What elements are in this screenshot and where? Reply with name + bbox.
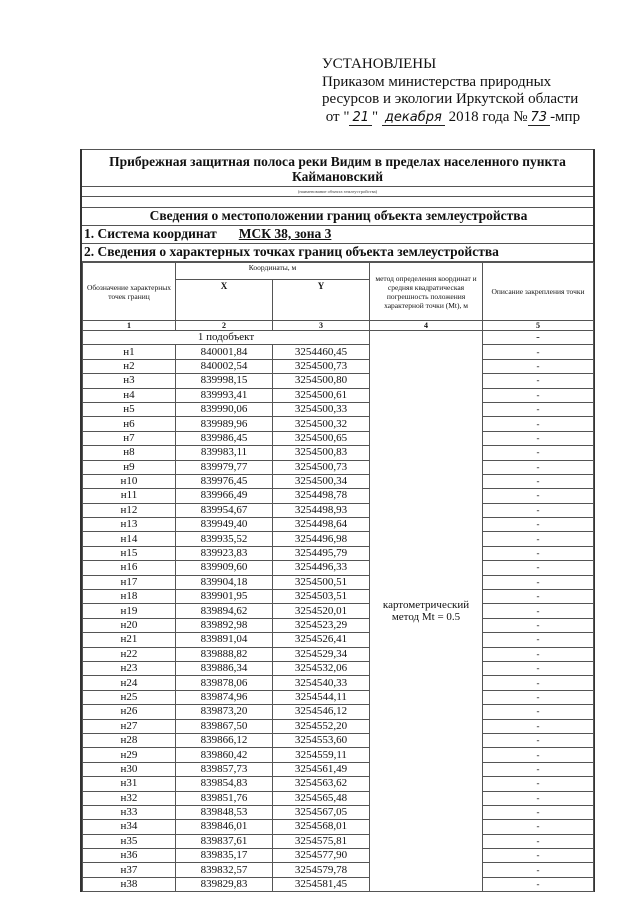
table-row: [83, 575, 594, 589]
x-coordinate-cell: 839854,83: [176, 777, 273, 791]
x-coordinate-cell: 839904,18: [176, 575, 273, 589]
fixation-cell: -: [483, 489, 594, 503]
x-coordinate-cell: 839986,45: [176, 431, 273, 445]
y-coordinate-cell: 3254553,60: [273, 733, 370, 747]
x-coordinate-cell: 839954,67: [176, 503, 273, 517]
y-coordinate-cell: 3254500,32: [273, 417, 370, 431]
y-coordinate-cell: 3254495,79: [273, 546, 370, 560]
y-coordinate-cell: 3254498,78: [273, 489, 370, 503]
fixation-cell: -: [483, 647, 594, 661]
y-coordinate-cell: 3254567,05: [273, 805, 370, 819]
x-coordinate-cell: 839998,15: [176, 374, 273, 388]
method-cell: картометрический метод Mt = 0.5: [370, 331, 483, 892]
y-coordinate-cell: 3254460,45: [273, 345, 370, 359]
point-cell: н35: [83, 834, 176, 848]
x-coordinate-cell: 839886,34: [176, 661, 273, 675]
y-coordinate-cell: 3254500,73: [273, 460, 370, 474]
header-coordinates: Координаты, м: [176, 263, 370, 280]
x-coordinate-cell: 839866,12: [176, 733, 273, 747]
table-row: [83, 374, 594, 388]
point-cell: н32: [83, 791, 176, 805]
x-coordinate-cell: 839878,06: [176, 676, 273, 690]
x-coordinate-cell: 840001,84: [176, 345, 273, 359]
y-coordinate-cell: 3254579,78: [273, 863, 370, 877]
y-coordinate-cell: 3254575,81: [273, 834, 370, 848]
fixation-cell: -: [483, 331, 594, 345]
coordinate-system-value: МСК 38, зона 3: [238, 226, 332, 241]
table-row: [83, 474, 594, 488]
y-coordinate-cell: 3254496,98: [273, 532, 370, 546]
fixation-cell: -: [483, 417, 594, 431]
fixation-cell: -: [483, 518, 594, 532]
y-coordinate-cell: 3254500,83: [273, 446, 370, 460]
y-coordinate-cell: 3254561,49: [273, 762, 370, 776]
header-method: метод определения координат и средняя квадратическая погрешность положения характерной точки (Mt), м: [370, 263, 483, 321]
fixation-cell: -: [483, 474, 594, 488]
x-coordinate-cell: 839993,41: [176, 388, 273, 402]
header-y: Y: [273, 280, 370, 321]
fixation-cell: -: [483, 748, 594, 762]
header-fixation: Описание закрепления точки: [483, 263, 594, 321]
x-coordinate-cell: 839966,49: [176, 489, 273, 503]
point-cell: н29: [83, 748, 176, 762]
point-cell: н31: [83, 777, 176, 791]
x-coordinate-cell: 839846,01: [176, 820, 273, 834]
approval-stamp: [322, 56, 580, 126]
point-cell: н16: [83, 561, 176, 575]
point-cell: н28: [83, 733, 176, 747]
fixation-cell: -: [483, 590, 594, 604]
x-coordinate-cell: 839873,20: [176, 705, 273, 719]
y-coordinate-cell: 3254500,51: [273, 575, 370, 589]
x-coordinate-cell: 839851,76: [176, 791, 273, 805]
fixation-cell: -: [483, 805, 594, 819]
point-cell: н22: [83, 647, 176, 661]
table-row: [83, 676, 594, 690]
y-coordinate-cell: 3254500,33: [273, 402, 370, 416]
point-cell: н13: [83, 518, 176, 532]
y-coordinate-cell: 3254520,01: [273, 604, 370, 618]
fixation-cell: -: [483, 561, 594, 575]
table-row: [83, 618, 594, 632]
column-number: 2: [176, 321, 273, 331]
fixation-cell: -: [483, 388, 594, 402]
fixation-cell: -: [483, 849, 594, 863]
table-row: [83, 446, 594, 460]
x-coordinate-cell: 839832,57: [176, 863, 273, 877]
table-row: [83, 777, 594, 791]
x-coordinate-cell: 839888,82: [176, 647, 273, 661]
handwritten-day: 21: [349, 110, 372, 126]
y-coordinate-cell: 3254552,20: [273, 719, 370, 733]
x-coordinate-cell: 839949,40: [176, 518, 273, 532]
fixation-cell: -: [483, 820, 594, 834]
point-cell: н10: [83, 474, 176, 488]
column-numbers-row: [83, 321, 594, 331]
x-coordinate-cell: 839901,95: [176, 590, 273, 604]
y-coordinate-cell: 3254577,90: [273, 849, 370, 863]
table-row: [83, 863, 594, 877]
object-title: Прибрежная защитная полоса реки Видим в пределах населенного пункта Каймановский: [82, 149, 593, 187]
fixation-cell: -: [483, 345, 594, 359]
points-section-heading: 2. Сведения о характерных точках границ объекта землеустройства: [82, 244, 593, 262]
point-cell: н2: [83, 359, 176, 373]
y-coordinate-cell: 3254544,11: [273, 690, 370, 704]
point-cell: н18: [83, 590, 176, 604]
point-cell: н11: [83, 489, 176, 503]
table-row: [83, 647, 594, 661]
y-coordinate-cell: 3254503,51: [273, 590, 370, 604]
point-cell: н8: [83, 446, 176, 460]
point-cell: н4: [83, 388, 176, 402]
y-coordinate-cell: 3254498,93: [273, 503, 370, 517]
point-cell: н15: [83, 546, 176, 560]
column-number: 1: [83, 321, 176, 331]
point-cell: н36: [83, 849, 176, 863]
approval-date-line: от " 21 " декабря 2018 года № 73 -мпр: [325, 108, 581, 125]
location-heading: Сведения о местоположении границ объекта землеустройства: [82, 208, 593, 226]
table-row: [83, 417, 594, 431]
header-point-designation: Обозначение характерных точек границ: [83, 263, 176, 321]
table-row: [83, 561, 594, 575]
point-cell: н3: [83, 374, 176, 388]
y-coordinate-cell: 3254540,33: [273, 676, 370, 690]
table-row: [83, 431, 594, 445]
y-coordinate-cell: 3254532,06: [273, 661, 370, 675]
table-row: [83, 633, 594, 647]
y-coordinate-cell: 3254563,62: [273, 777, 370, 791]
fixation-cell: -: [483, 460, 594, 474]
y-coordinate-cell: 3254496,33: [273, 561, 370, 575]
table-row: [83, 546, 594, 560]
x-coordinate-cell: 839891,04: [176, 633, 273, 647]
x-coordinate-cell: 839867,50: [176, 719, 273, 733]
fixation-cell: -: [483, 690, 594, 704]
point-cell: н1: [83, 345, 176, 359]
table-row: [83, 460, 594, 474]
point-cell: н7: [83, 431, 176, 445]
table-row: [83, 388, 594, 402]
y-coordinate-cell: 3254559,11: [273, 748, 370, 762]
table-row: [83, 359, 594, 373]
table-row: [83, 402, 594, 416]
x-coordinate-cell: 839935,52: [176, 532, 273, 546]
point-cell: н30: [83, 762, 176, 776]
point-cell: н34: [83, 820, 176, 834]
object-title-note: (наименование объекта землеустройства): [82, 187, 593, 197]
column-number: 5: [483, 321, 594, 331]
y-coordinate-cell: 3254546,12: [273, 705, 370, 719]
x-coordinate-cell: 839976,45: [176, 474, 273, 488]
point-cell: н33: [83, 805, 176, 819]
fixation-cell: -: [483, 863, 594, 877]
table-row: [83, 791, 594, 805]
approval-line-2: Приказом министерства природных: [322, 73, 552, 90]
approval-line-3: ресурсов и экологии Иркутской области: [322, 91, 579, 107]
table-row: [83, 590, 594, 604]
y-coordinate-cell: 3254581,45: [273, 877, 370, 891]
coordinate-system-row: 1. Система координат МСК 38, зона 3: [82, 226, 593, 244]
fixation-cell: -: [483, 575, 594, 589]
point-cell: н17: [83, 575, 176, 589]
table-row: [83, 532, 594, 546]
header-x: X: [176, 280, 273, 321]
fixation-cell: -: [483, 762, 594, 776]
table-row: [83, 345, 594, 359]
y-coordinate-cell: 3254523,29: [273, 618, 370, 632]
x-coordinate-cell: 839857,73: [176, 762, 273, 776]
table-header-row: [83, 263, 594, 280]
table-row: [83, 719, 594, 733]
y-coordinate-cell: 3254568,01: [273, 820, 370, 834]
table-row: [83, 489, 594, 503]
x-coordinate-cell: 839860,42: [176, 748, 273, 762]
table-row: [83, 805, 594, 819]
table-row: [83, 748, 594, 762]
fixation-cell: -: [483, 359, 594, 373]
handwritten-month: декабря: [382, 110, 445, 126]
x-coordinate-cell: 839837,61: [176, 834, 273, 848]
points-table: [82, 262, 594, 892]
point-cell: н25: [83, 690, 176, 704]
y-coordinate-cell: 3254526,41: [273, 633, 370, 647]
y-coordinate-cell: 3254500,34: [273, 474, 370, 488]
table-row: [83, 834, 594, 848]
point-cell: н37: [83, 863, 176, 877]
point-cell: н19: [83, 604, 176, 618]
fixation-cell: -: [483, 618, 594, 632]
x-coordinate-cell: 839848,53: [176, 805, 273, 819]
x-coordinate-cell: 839989,96: [176, 417, 273, 431]
fixation-cell: -: [483, 546, 594, 560]
fixation-cell: -: [483, 733, 594, 747]
fixation-cell: -: [483, 604, 594, 618]
fixation-cell: -: [483, 532, 594, 546]
fixation-cell: -: [483, 676, 594, 690]
point-cell: н20: [83, 618, 176, 632]
y-coordinate-cell: 3254498,64: [273, 518, 370, 532]
table-row: [83, 733, 594, 747]
table-row: [83, 604, 594, 618]
divider: [82, 197, 593, 208]
fixation-cell: -: [483, 834, 594, 848]
fixation-cell: -: [483, 402, 594, 416]
fixation-cell: -: [483, 791, 594, 805]
point-cell: н12: [83, 503, 176, 517]
fixation-cell: -: [483, 705, 594, 719]
fixation-cell: -: [483, 633, 594, 647]
point-cell: н9: [83, 460, 176, 474]
table-row: [83, 849, 594, 863]
point-cell: н6: [83, 417, 176, 431]
approval-title: УСТАНОВЛЕНЫ: [322, 56, 437, 72]
table-row: [83, 690, 594, 704]
column-number: 3: [273, 321, 370, 331]
x-coordinate-cell: 839829,83: [176, 877, 273, 891]
fixation-cell: -: [483, 374, 594, 388]
x-coordinate-cell: 839983,11: [176, 446, 273, 460]
x-coordinate-cell: 839874,96: [176, 690, 273, 704]
column-number: 4: [370, 321, 483, 331]
table-row: [83, 518, 594, 532]
fixation-cell: -: [483, 661, 594, 675]
fixation-cell: -: [483, 431, 594, 445]
point-cell: н14: [83, 532, 176, 546]
table-row: [83, 762, 594, 776]
fixation-cell: -: [483, 777, 594, 791]
table-row: [83, 705, 594, 719]
y-coordinate-cell: 3254500,65: [273, 431, 370, 445]
boundary-sheet: [80, 149, 595, 892]
x-coordinate-cell: 839909,60: [176, 561, 273, 575]
table-row: [83, 661, 594, 675]
point-cell: н23: [83, 661, 176, 675]
x-coordinate-cell: 839990,06: [176, 402, 273, 416]
y-coordinate-cell: 3254500,73: [273, 359, 370, 373]
point-cell: н21: [83, 633, 176, 647]
point-cell: н27: [83, 719, 176, 733]
subobject-row: [83, 331, 594, 345]
point-cell: н38: [83, 877, 176, 891]
table-row: [83, 503, 594, 517]
table-row: [83, 820, 594, 834]
x-coordinate-cell: 839923,83: [176, 546, 273, 560]
y-coordinate-cell: 3254500,61: [273, 388, 370, 402]
subobject-label: 1 подобъект: [83, 331, 370, 345]
x-coordinate-cell: 839894,62: [176, 604, 273, 618]
fixation-cell: -: [483, 503, 594, 517]
table-row: [83, 877, 594, 891]
y-coordinate-cell: 3254500,80: [273, 374, 370, 388]
fixation-cell: -: [483, 719, 594, 733]
handwritten-number: 73: [528, 110, 551, 126]
x-coordinate-cell: 840002,54: [176, 359, 273, 373]
point-cell: н26: [83, 705, 176, 719]
x-coordinate-cell: 839892,98: [176, 618, 273, 632]
point-cell: н24: [83, 676, 176, 690]
point-cell: н5: [83, 402, 176, 416]
x-coordinate-cell: 839835,17: [176, 849, 273, 863]
fixation-cell: -: [483, 446, 594, 460]
y-coordinate-cell: 3254565,48: [273, 791, 370, 805]
y-coordinate-cell: 3254529,34: [273, 647, 370, 661]
fixation-cell: -: [483, 877, 594, 891]
x-coordinate-cell: 839979,77: [176, 460, 273, 474]
